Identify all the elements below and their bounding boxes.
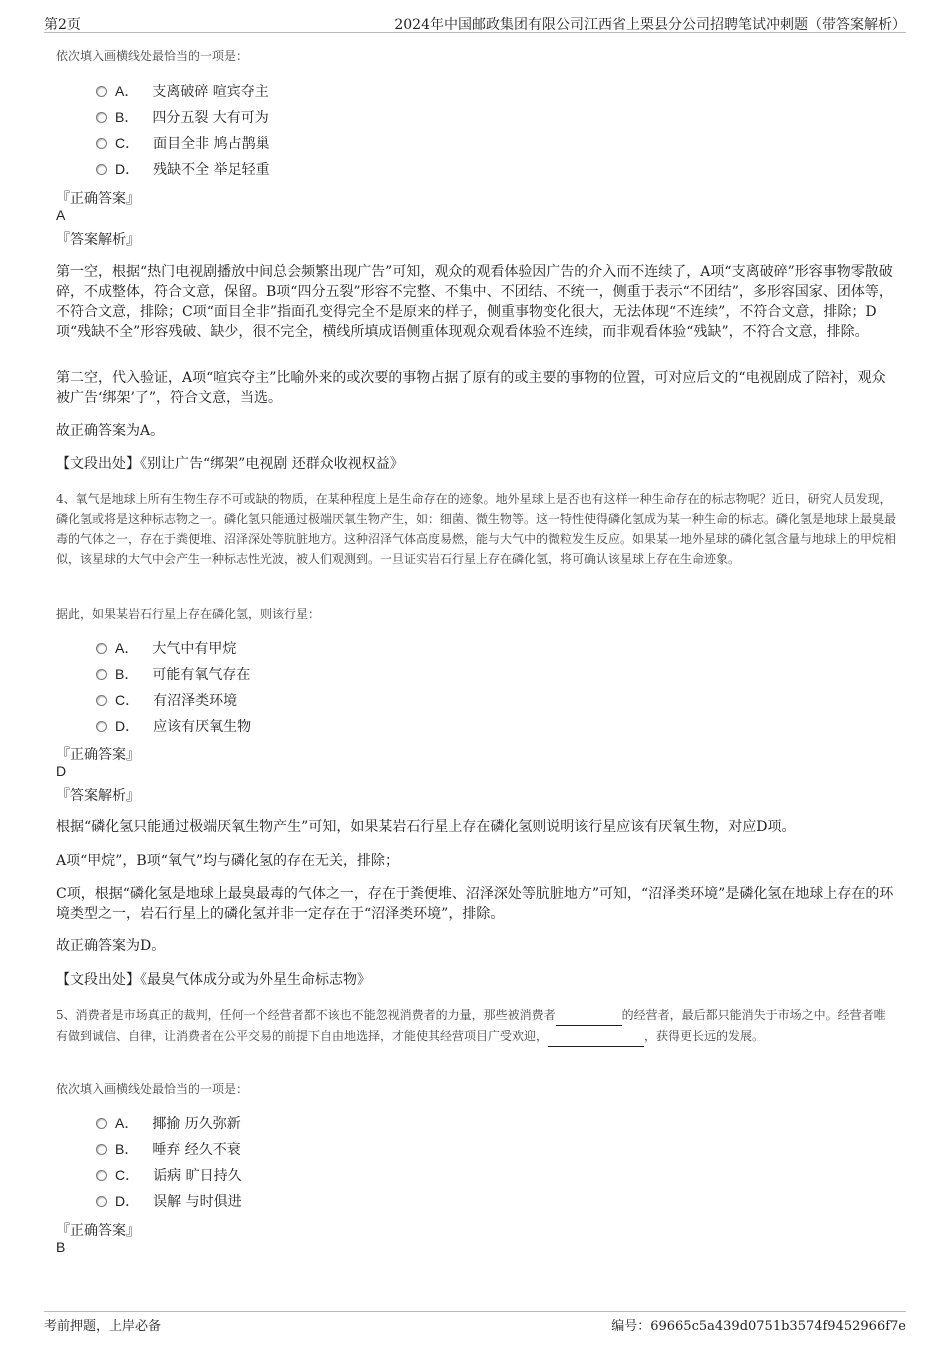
blank-2: [548, 1026, 644, 1047]
q3-answer: A: [56, 207, 66, 223]
radio-icon[interactable]: [96, 695, 107, 706]
q3-prompt: 依次填入画横线处最恰当的一项是：: [56, 49, 249, 63]
q4-analysis-p1: 根据“磷化氢只能通过极端厌氧生物产生”可知，如果某岩石行星上存在磷化氢则说明该行星应该有厌氧生物，对应D项。: [56, 819, 796, 835]
q3-analysis-p1: 第一空，根据“热门电视剧播放中间总会频繁出现广告”可知，观众的观看体验因广告的介入而不连续了，A项“支离破碎”形容事物零散破碎，不成整体，符合文意，保留。B项“四分五裂”形容不完整、不集中、不团结、不统一，侧重于表示“不团结”，多形容国家、团体等，不符合文意，排除；C项“面目全非”指面孔变得完全不是原来的样子，侧重事物变化很大，无法体现“不连续”，不符合文意，排除；D项“残缺不全”形容残破、缺少，很不完全，横线所填成语侧重体现观众观看体验不连续，而非观看体验“残缺”，不符合文意，排除。: [56, 264, 893, 340]
radio-icon[interactable]: [96, 138, 107, 149]
q3-option-b[interactable]: B． 四分五裂 大有可为: [96, 107, 269, 127]
q4-analysis-label: 『答案解析』: [56, 788, 140, 804]
q3-option-a[interactable]: A． 支离破碎 喧宾夺主: [96, 81, 269, 101]
q3-option-d[interactable]: D． 残缺不全 举足轻重: [96, 159, 270, 179]
page-number: 第2页: [44, 17, 81, 33]
radio-icon[interactable]: [96, 643, 107, 654]
radio-icon[interactable]: [96, 1196, 107, 1207]
q5-prompt: 依次填入画横线处最恰当的一项是：: [56, 1082, 249, 1096]
q4-option-d[interactable]: D． 应该有厌氧生物: [96, 716, 251, 736]
q4-option-a[interactable]: A． 大气中有甲烷: [96, 638, 236, 658]
radio-icon[interactable]: [96, 1144, 107, 1155]
q4-stem: 4、氧气是地球上所有生物生存不可或缺的物质，在某种程度上是生命存在的迹象。地外星球上是否也有这样一种生命存在的标志物呢？近日，研究人员发现，磷化氢或将是这种标志物之一。磷化氢只能通过极端厌氧生物产生，如：细菌、微生物等。这一特性使得磷化氢成为某一种生命的标志。磷化氢是地球上最臭最毒的气体之一，存在于粪便堆、沼泽深处等肮脏地方。这种沼泽气体高度易燃，能与大气中的微粒发生反应。如果某一地外星球的磷化氢含量与地球上的甲烷相似，该星球的大气中会产生一种标志性光波，被人们观测到。一旦证实岩石行星上存在磷化氢，将可确认该星球上存在生命迹象。: [56, 492, 897, 566]
q5-option-a[interactable]: A． 揶揄 历久弥新: [96, 1113, 241, 1133]
radio-icon[interactable]: [96, 1170, 107, 1181]
q3-option-c[interactable]: C． 面目全非 鸠占鹊巢: [96, 133, 270, 153]
q4-analysis-p2: A项“甲烷”，B项“氧气”均与磷化氢的存在无关，排除；: [56, 853, 400, 869]
q3-analysis-p3: 故正确答案为A。: [56, 423, 165, 439]
radio-icon[interactable]: [96, 164, 107, 175]
q5-option-c[interactable]: C． 诟病 旷日持久: [96, 1165, 242, 1185]
q4-prompt: 据此，如果某岩石行星上存在磷化氢，则该行星：: [56, 607, 321, 621]
page-footer: [44, 1311, 906, 1334]
q4-source: 【文段出处】《最臭气体成分或为外星生命标志物》: [56, 972, 371, 988]
q4-answer: D: [56, 763, 67, 779]
q4-analysis-p3: C项，根据“磷化氢是地球上最臭最毒的气体之一，存在于粪便堆、沼泽深处等肮脏地方”可知，“沼泽类环境”是磷化氢在地球上存在的环境类型之一，岩石行星上的磷化氢并非一定存在于“沼泽类环境”，排除。: [56, 886, 894, 922]
radio-icon[interactable]: [96, 86, 107, 97]
q5-stem: 5、消费者是市场真正的裁判，任何一个经营者都不该也不能忽视消费者的力量，那些被消费者 的经营者，最后都只能消失于市场之中。经营者唯有做到诚信、自律，让消费者在公平交易的前提下自由地选择，才能使其经营项目广受欢迎， ，获得更长远的发展。: [56, 1005, 896, 1047]
page-header: [44, 12, 906, 33]
document-title: 2024年中国邮政集团有限公司江西省上栗县分公司招聘笔试冲刺题（带答案解析）: [394, 17, 906, 33]
q3-analysis-label: 『答案解析』: [56, 232, 140, 248]
q5-correct-label: 『正确答案』: [56, 1223, 140, 1239]
q4-correct-label: 『正确答案』: [56, 747, 140, 763]
q4-option-b[interactable]: B． 可能有氧气存在: [96, 664, 250, 684]
radio-icon[interactable]: [96, 112, 107, 123]
q4-option-c[interactable]: C． 有沼泽类环境: [96, 690, 237, 710]
radio-icon[interactable]: [96, 669, 107, 680]
q5-option-b[interactable]: B． 唾弃 经久不衰: [96, 1139, 241, 1159]
document-id: 编号：69665c5a439d0751b3574f9452966f7e: [611, 1319, 906, 1334]
footer-slogan: 考前押题，上岸必备: [44, 1319, 162, 1334]
radio-icon[interactable]: [96, 721, 107, 732]
q3-correct-label: 『正确答案』: [56, 191, 140, 207]
q3-analysis-p2: 第二空，代入验证，A项“喧宾夺主”比喻外来的或次要的事物占据了原有的或主要的事物的位置，可对应后文的“电视剧成了陪衬，观众被广告‘绑架’了”，符合文意，当选。: [56, 370, 886, 406]
radio-icon[interactable]: [96, 1118, 107, 1129]
q5-option-d[interactable]: D． 误解 与时俱进: [96, 1191, 242, 1211]
q5-answer: B: [56, 1239, 66, 1255]
q4-analysis-p4: 故正确答案为D。: [56, 938, 166, 954]
blank-1: [556, 1005, 622, 1026]
q3-source: 【文段出处】《别让广告“绑架”电视剧 还群众收视权益》: [56, 456, 404, 472]
